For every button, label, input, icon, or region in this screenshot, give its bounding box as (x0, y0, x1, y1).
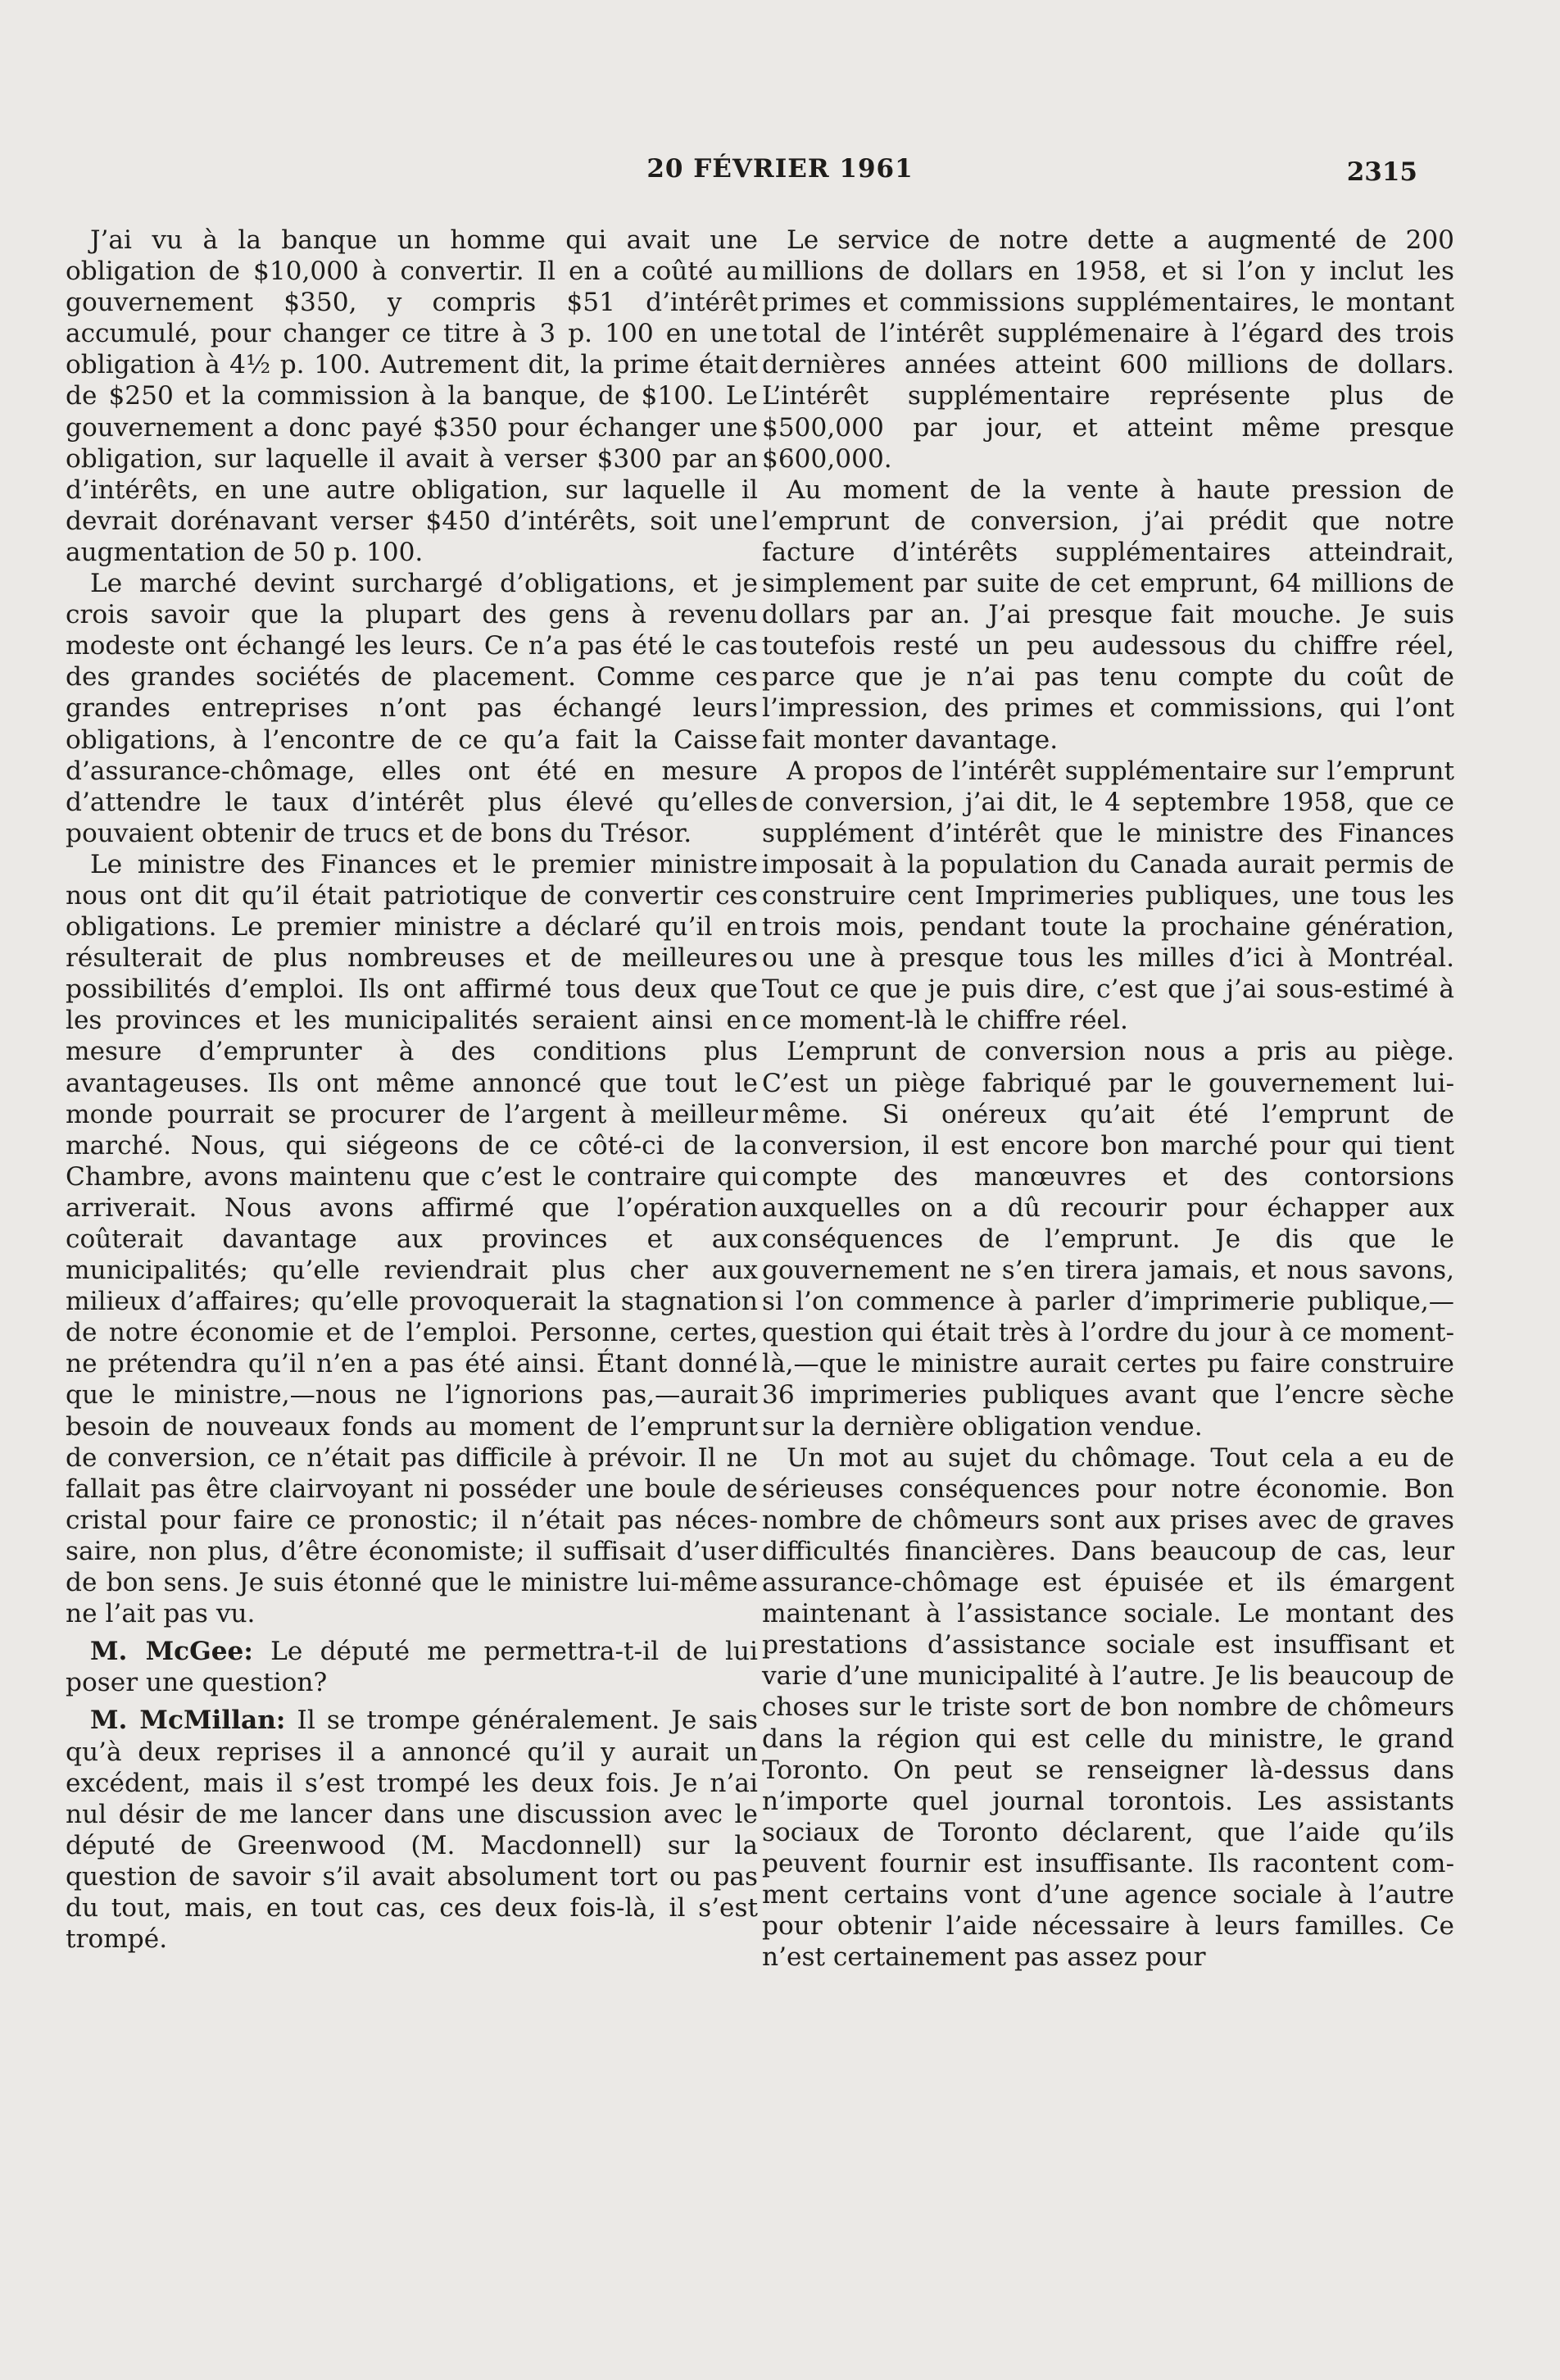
paragraph: A propos de l’intérêt supplémentaire sur l’emprunt de conversion, j’ai dit, le 4 septembre 1958, que ce supplément d’intérêt que le ministre des Finances imposait à la population du Canada aurait permis de construire cent Imprimeries publiques, une tous les trois mois, pendant toute la prochaine génération, ou une à presque tous les milles d’ici à Montréal. Tout ce que je puis dire, c’est que j’ai sous-estimé à ce moment-là le chiffre réel. (762, 756, 1454, 1036)
paragraph: Au moment de la vente à haute pression de l’emprunt de conversion, j’ai prédit que notre facture d’intérêts supplémentaires atteindrait, simplement par suite de cet emprunt, 64 millions de dollars par an. J’ai presque fait mouche. Je suis toutefois resté un peu audessous du chiffre réel, parce que je n’ai pas tenu compte du coût de l’impression, des primes et commissions, qui l’ont fait monter davantage. (762, 475, 1454, 755)
page-number: 2315 (1346, 157, 1417, 187)
speaker-name: M. McMillan: (90, 1706, 286, 1736)
speaker-name: M. McGee: (90, 1637, 253, 1667)
right-column (762, 225, 1454, 1973)
page-header (0, 154, 1560, 195)
paragraph: L’emprunt de conversion nous a pris au piège. C’est un piège fabriqué par le gouvernement lui-même. Si onéreux qu’ait été l’emprunt de conversion, il est encore bon marché pour qui tient compte des manœuvres et des contorsions auxquelles on a dû recourir pour échapper aux conséquences de l’emprunt. Je dis que le gouvernement ne s’en tirera jamais, et nous savons, si l’on commence à parler d’imprimerie publique,—question qui était très à l’ordre du jour à ce moment-là,—que le ministre aurait certes pu faire construire 36 imprimeries publiques avant que l’encre sèche sur la dernière obligation vendue. (762, 1037, 1454, 1442)
left-column (66, 225, 758, 1955)
speech-text: Le député me permettra-t-il de lui poser une question? (66, 1637, 758, 1698)
speech-text: Il se trompe généralement. Je sais qu’à deux reprises il a annoncé qu’il y aurait un excédent, mais il s’est trompé les deux fois. Je n’ai nul désir de me lancer dans une discussion avec le député de Greenwood (M. Macdonnell) sur la question de savoir s’il avait absolument tort ou pas du tout, mais, en tout cas, ces deux fois-là, il s’est trompé. (66, 1706, 758, 1955)
paragraph: Un mot au sujet du chômage. Tout cela a eu de sérieuses conséquences pour notre économie. Bon nombre de chômeurs sont aux prises avec de graves difficultés financières. Dans beaucoup de cas, leur assurance-chômage est épuisée et ils émargent maintenant à l’assistance sociale. Le montant des prestations d’assistance sociale est insuffisant et varie d’une municipalité à l’autre. Je lis beaucoup de choses sur le triste sort de bon nombre de chômeurs dans la région qui est celle du ministre, le grand Toronto. On peut se renseigner là-dessus dans n’importe quel journal torontois. Les assistants sociaux de Toronto déclarent, que l’aide qu’ils peuvent fournir est insuffisante. Ils racontent comment certains vont d’une agence sociale à l’autre pour obtenir l’aide nécessaire à leurs familles. Ce n’est certainement pas assez pour (762, 1442, 1454, 1973)
paragraph: Le marché devint surchargé d’obligations, et je crois savoir que la plupart des gens à revenu modeste ont échangé les leurs. Ce n’a pas été le cas des grandes sociétés de placement. Comme ces grandes entreprises n’ont pas échangé leurs obligations, à l’encontre de ce qu’a fait la Caisse d’assurance-chômage, elles ont été en mesure d’attendre le taux d’intérêt plus élevé qu’elles pouvaient obtenir de trucs et de bons du Trésor. (66, 569, 758, 848)
paragraph: Le ministre des Finances et le premier ministre nous ont dit qu’il était patriotique de convertir ces obligations. Le premier ministre a déclaré qu’il en résulterait de plus nombreuses et de meilleures possibilités d’emploi. Ils ont affirmé tous deux que les provinces et les municipalités seraient ainsi en mesure d’emprunter à des conditions plus avantageuses. Ils ont même annoncé que tout le monde pourrait se procurer de l’argent à meilleur marché. Nous, qui siégeons de ce côté-ci de la Chambre, avons maintenu que c’est le contraire qui arriverait. Nous avons affirmé que l’opération coûterait davantage aux provinces et aux municipalités; qu’elle reviendrait plus cher aux milieux d’affaires; qu’elle provoquerait la stagnation de notre économie et de l’emploi. Personne, certes, ne prétendra qu’il n’en a pas été ainsi. Étant donné que le ministre,—nous ne l’ignorions pas,—aurait besoin de nouveaux fonds au moment de l’emprunt de conversion, ce n’était pas difficile à prévoir. Il ne fallait pas être clairvoyant ni posséder une boule de cristal pour faire ce pronostic; il n’était pas nécessaire, non plus, d’être économiste; il suffisait d’user de bon sens. Je suis étonné que le ministre lui-même ne l’ait pas vu. (66, 849, 758, 1629)
header-date: 20 FÉVRIER 1961 (646, 154, 914, 184)
speech-mcgee (66, 1636, 758, 1698)
paragraph: Le service de notre dette a augmenté de 200 millions de dollars en 1958, et si l’on y inclut les primes et commissions supplémentaires, le montant total de l’intérêt supplémenaire à l’égard des trois dernières années atteint 600 millions de dollars. L’intérêt supplémentaire représente plus de $500,000 par jour, et atteint même presque $600,000. (762, 225, 1454, 474)
paragraph: J’ai vu à la banque un homme qui avait une obligation de $10,000 à convertir. Il en a coûté au gouvernement $350, y compris $51 d’intérêt accumulé, pour changer ce titre à 3 p. 100 en une obligation à 4½ p. 100. Autrement dit, la prime était de $250 et la commission à la banque, de $100. Le gouvernement a donc payé $350 pour échanger une obligation, sur laquelle il avait à verser $300 par an d’intérêts, en une autre obligation, sur laquelle il devrait dorénavant verser $450 d’intérêts, soit une augmentation de 50 p. 100. (66, 225, 758, 567)
speech-mcmillan (66, 1705, 758, 1955)
